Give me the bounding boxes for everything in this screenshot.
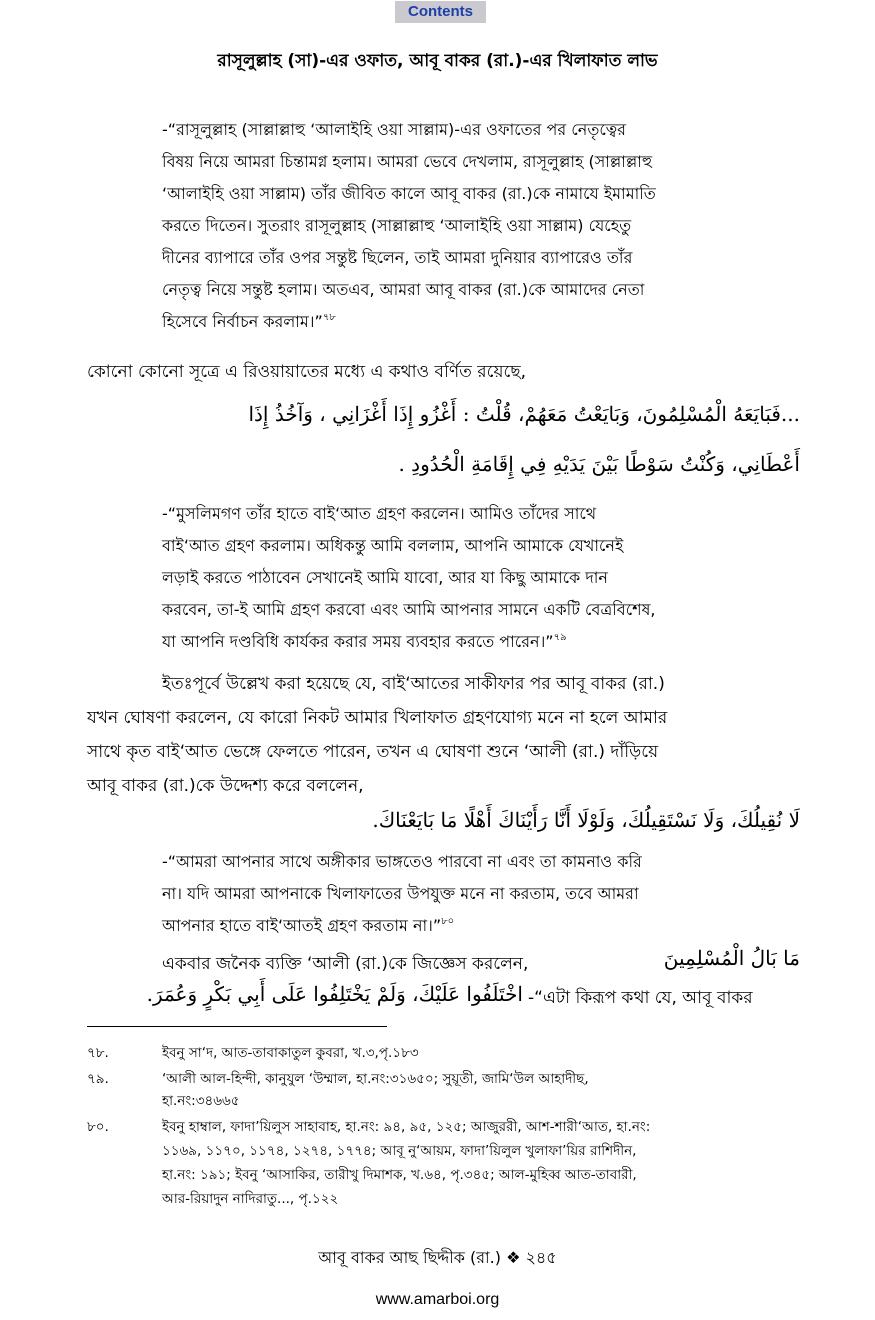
paragraph: কোনো কোনো সূত্রে এ রিওয়ায়াতের মধ্যে এ কথাও বর্ণিত রয়েছে, bbox=[87, 362, 527, 382]
arabic-text: مَا بَالُ الْمُسْلِمِينَ bbox=[663, 946, 800, 970]
paragraph-line: আবূ বাকর (রা.)কে উদ্দেশ্য করে বললেন, bbox=[87, 776, 364, 796]
arabic-text: اخْتَلَفُوا عَلَيْكَ، وَلَمْ يَخْتَلِفُوا عَلَى أَبِي بَكْرٍ وَعُمَرَ. bbox=[146, 982, 523, 1006]
quote-line: হিসেবে নির্বাচন করলাম।”$^{৭৮}$ bbox=[162, 312, 336, 331]
arabic-text: لَا نُقِيلُكَ، وَلَا نَسْتَقِيلُكَ، وَلَوْلَا أَنَّا رَأَيْنَاكَ أَهْلًا مَا بَايَعْنَاكَ. bbox=[372, 808, 800, 832]
footnote-number: ৭৮. bbox=[87, 1045, 109, 1061]
quote-line: বাই‘আত গ্রহণ করলাম। অধিকন্তু আমি বললাম, আপনি আমাকে যেখানেই bbox=[162, 536, 624, 555]
contents-button[interactable]: Contents bbox=[395, 1, 486, 23]
footnote-text: ১১৬৯, ১১৭০, ১১৭৪, ১২৭৪, ১৭৭৪; আবূ নু‘আয়ম, ফাদা’য়িলুল খুলাফা’য়ির রাশিদীন, bbox=[162, 1143, 637, 1159]
quote-line: বিষয় নিয়ে আমরা চিন্তামগ্ন হলাম। আমরা ভেবে দেখলাম, রাসূলুল্লাহ (সাল্লাল্লাহু bbox=[162, 152, 653, 171]
quote-line: করবেন, তা-ই আমি গ্রহণ করবো এবং আমি আপনার সামনে একটি বেত্রবিশেষ, bbox=[162, 600, 656, 619]
footnote-ref[interactable]: ৭৯ bbox=[553, 632, 567, 643]
footnote-text: ইবনু সা‘দ, আত-তাবাকাতুল কুবরা, খ.৩,পৃ.১৮৩ bbox=[162, 1045, 419, 1061]
quote-line: যা আপনি দণ্ডবিধি কার্যকর করার সময় ব্যবহার করতে পারেন।”$^{৭৯}$ bbox=[162, 632, 567, 651]
arabic-text: أَعْطَانِي، وَكُنْتُ سَوْطًا بَيْنَ يَدَيْهِ فِي إِقَامَةِ الْحُدُودِ . bbox=[398, 452, 800, 476]
footnote-text: আর-রিয়াদুন নাদিরাতু..., পৃ.১২২ bbox=[162, 1191, 339, 1207]
footnote-text: হা.নং: ১৯১; ইবনু ‘আসাকির, তারীখু দিমাশক, খ.৬৪, পৃ.৩৪৫; আল-মুহিব্ব আত-তাবারী, bbox=[162, 1167, 637, 1183]
quote-line: না। যদি আমরা আপনাকে খিলাফাতের উপযুক্ত মনে না করতাম, তবে আমরা bbox=[162, 884, 639, 903]
paragraph-line: -“এটা কিরূপ কথা যে, আবূ বাকর bbox=[528, 988, 753, 1008]
footnote-text: ইবনু হাম্বাল, ফাদা’য়িলুস সাহাবাহ, হা.নং: ৯৪, ৯৫, ১২৫; আজুররী, আশ-শারী‘আত, হা.নং: bbox=[162, 1119, 651, 1135]
footnote-number: ৭৯. bbox=[87, 1071, 109, 1087]
footnote-text: ‘আলী আল-হিন্দী, কানুযুল ‘উম্মাল, হা.নং:৩১৬৫০; সুয়ূতী, জামি‘উল আহাদীছ, bbox=[162, 1071, 589, 1087]
quote-line: -“আমরা আপনার সাথে অঙ্গীকার ভাঙ্গতেও পারবো না এবং তা কামনাও করি bbox=[162, 852, 642, 871]
footnote-divider bbox=[87, 1026, 387, 1027]
paragraph-line: যখন ঘোষণা করলেন, যে কারো নিকট আমার খিলাফাত গ্রহণযোগ্য মনে না হলে আমার bbox=[87, 708, 668, 728]
page-footer: আবূ বাকর আছ ছিদ্দীক (রা.) ❖ ২৪৫ bbox=[318, 1248, 557, 1267]
quote-line: করতে দিতেন। সুতরাং রাসূলুল্লাহ (সাল্লাল্লাহু ‘আলাইহি ওয়া সাল্লাম) যেহেতু bbox=[162, 216, 632, 235]
quote-line: দীনের ব্যাপারে তাঁর ওপর সন্তুষ্ট ছিলেন, তাই আমরা দুনিয়ার ব্যাপারেও তাঁর bbox=[162, 248, 633, 267]
paragraph-line: সাথে কৃত বাই‘আত ভেঙ্গে ফেলতে পারেন, তখন এ ঘোষণা শুনে ‘আলী (রা.) দাঁড়িয়ে bbox=[87, 742, 659, 762]
quote-line: -“মুসলিমগণ তাঁর হাতে বাই‘আত গ্রহণ করলেন। আমিও তাঁদের সাথে bbox=[162, 504, 597, 523]
footnote-ref[interactable]: ৮০ bbox=[441, 916, 455, 927]
paragraph-line: ইতঃপূর্বে উল্লেখ করা হয়েছে যে, বাই‘আতের সাকীফার পর আবূ বাকর (রা.) bbox=[162, 674, 665, 694]
quote-line: আপনার হাতে বাই‘আতই গ্রহণ করতাম না।”$^{৮০}$ bbox=[162, 916, 455, 935]
footnote-ref[interactable]: ৭৮ bbox=[322, 312, 336, 323]
quote-line: -“রাসূলুল্লাহ (সাল্লাল্লাহু ‘আলাইহি ওয়া সাল্লাম)-এর ওফাতের পর নেতৃত্বের bbox=[162, 120, 626, 139]
page-title: রাসূলুল্লাহ (সা)-এর ওফাত, আবূ বাকর (রা.)-এর খিলাফাত লাভ bbox=[217, 51, 658, 71]
footnote-text: হা.নং:৩৪৬৬৫ bbox=[162, 1093, 240, 1109]
quote-line: লড়াই করতে পাঠাবেন সেখানেই আমি যাবো, আর যা কিছু আমাকে দান bbox=[162, 568, 608, 587]
quote-line: ‘আলাইহি ওয়া সাল্লাম) তাঁর জীবিত কালে আবূ বাকর (রা.)কে নামাযে ইমামাতি bbox=[162, 184, 656, 203]
quote-line: নেতৃত্ব নিয়ে সন্তুষ্ট হলাম। অতএব, আমরা আবূ বাকর (রা.)কে আমাদের নেতা bbox=[162, 280, 645, 299]
site-url-link[interactable]: www.amarboi.org bbox=[375, 1291, 500, 1308]
paragraph-line: একবার জনৈক ব্যক্তি ‘আলী (রা.)কে জিজ্ঞেস করলেন, bbox=[162, 954, 529, 974]
arabic-text: ...فَبَايَعَهُ الْمُسْلِمُونَ، وَبَايَعْتُ مَعَهُمْ، قُلْتُ : أَغْزُو إِذَا أَغْزَانِي ، وَآخُذُ إِذَا bbox=[248, 402, 800, 426]
footnote-number: ৮০. bbox=[87, 1119, 109, 1135]
